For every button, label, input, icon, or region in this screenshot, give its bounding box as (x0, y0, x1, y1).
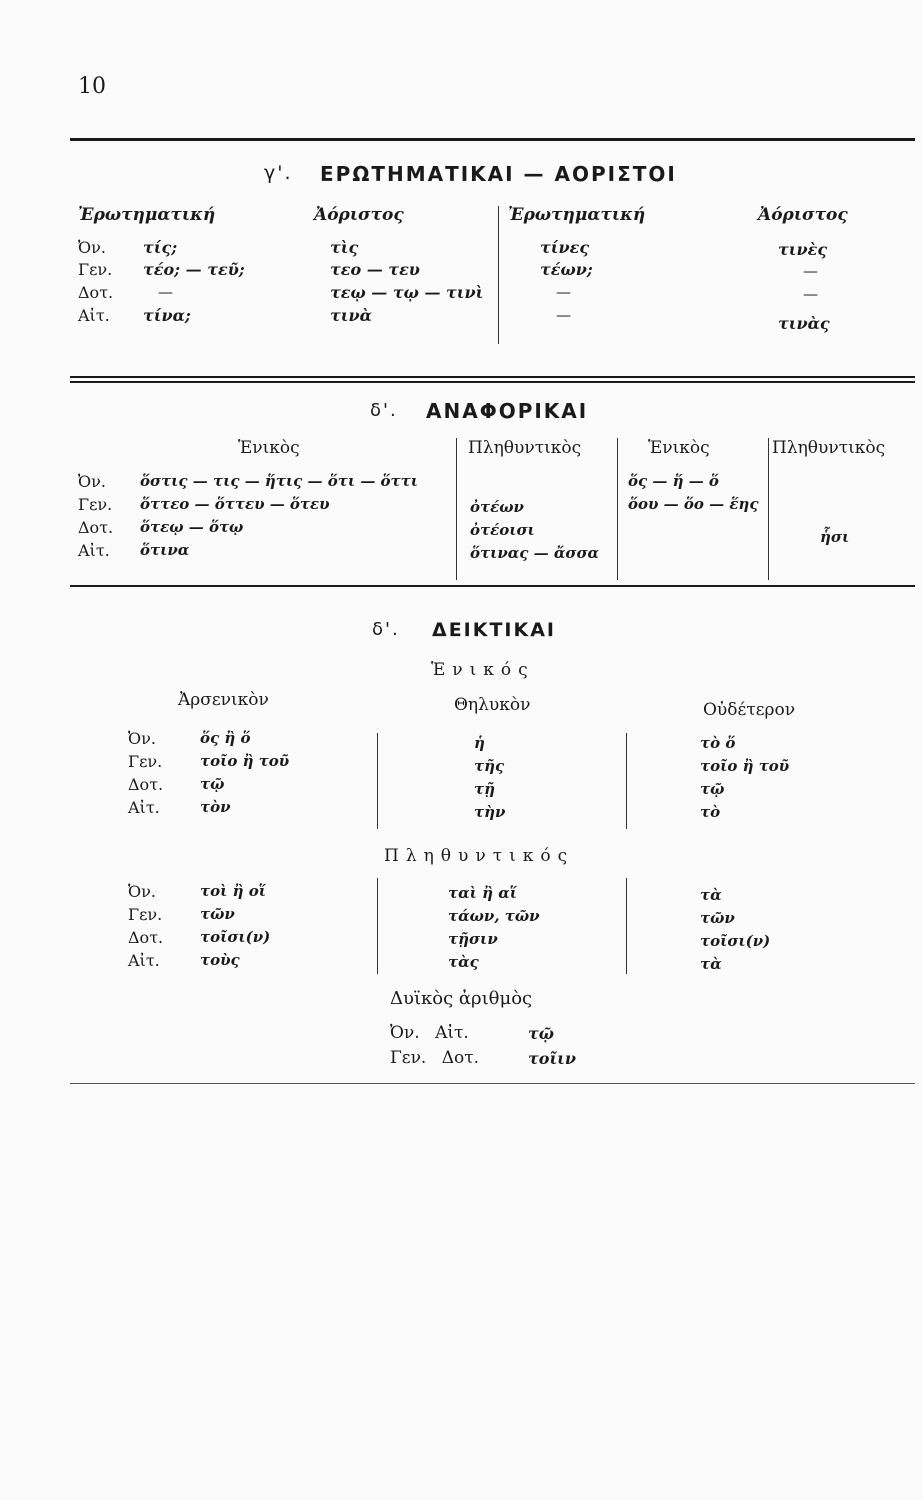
case-label: Δοτ. (78, 518, 114, 537)
column-divider (377, 733, 378, 829)
case-label: Γεν. (78, 495, 113, 514)
form: ὀτέοισι (470, 521, 535, 539)
dual-label: Γεν. Δοτ. (390, 1048, 480, 1068)
case-label: Αἰτ. (78, 306, 110, 325)
form: τῷ (200, 775, 225, 793)
column-header: Οὐδέτερον (703, 700, 796, 720)
case-label: Ὀν. (128, 882, 156, 901)
form: τὸν (200, 798, 231, 816)
section-number: δ'. (372, 619, 400, 640)
dual-label: Ὀν. Αἰτ. (390, 1023, 469, 1043)
case-label: Γεν. (78, 260, 113, 279)
form: ὅττεο — ὅττευ — ὅτευ (140, 495, 330, 513)
column-header: Ἀόριστος (758, 205, 848, 225)
form: τοῖο ἢ τοῦ (200, 752, 290, 770)
case-label: Ὀν. (128, 729, 156, 748)
form: — (556, 283, 571, 301)
form: τέο; — τεῦ; (143, 260, 245, 279)
form: ὅς ἢ ὅ (200, 729, 251, 747)
section-rule (70, 585, 915, 587)
case-label: Αἰτ. (128, 798, 160, 817)
form: — (803, 285, 818, 303)
form: — (158, 283, 173, 301)
case-label: Αἰτ. (78, 541, 110, 560)
form: ταὶ ἢ αἵ (448, 884, 518, 902)
column-header: Ἑνικὸς (648, 438, 710, 458)
form: ὅτεῳ — ὅτῳ (140, 518, 244, 536)
form: τῶν (700, 909, 735, 927)
form: τίνες (540, 238, 590, 257)
form: τὸ (700, 803, 721, 821)
form: τίνα; (143, 306, 191, 325)
column-divider (768, 438, 769, 580)
case-label: Δοτ. (78, 283, 114, 302)
case-label: Δοτ. (128, 775, 164, 794)
form: τάων, τῶν (448, 907, 540, 925)
form: τὰ (700, 955, 722, 973)
form: ὅτινα (140, 541, 190, 559)
case-label: Γεν. (128, 752, 163, 771)
form: τῷ (700, 780, 725, 798)
form: τῇσιν (448, 930, 498, 948)
form: ἡ (474, 734, 485, 752)
number-heading: Ἑνικός (431, 660, 535, 680)
form: τινὰ (330, 306, 372, 325)
form: ὅς — ἥ — ὅ (628, 472, 719, 490)
form: τεῳ — τῳ — τινὶ (330, 283, 484, 302)
dual-form: τοῖιν (528, 1049, 577, 1068)
column-header: Ἑνικὸς (238, 438, 300, 458)
form: τῇ (474, 780, 495, 798)
column-header: Θηλυκὸν (454, 695, 531, 715)
form: τῶν (200, 905, 235, 923)
section-number: γ'. (264, 162, 293, 184)
form: τοῖο ἢ τοῦ (700, 757, 790, 775)
form: ὅτινας — ἄσσα (470, 544, 600, 562)
column-divider (377, 878, 378, 974)
section-rule (70, 381, 915, 383)
column-divider (617, 438, 618, 580)
form: τὶς (330, 238, 359, 257)
form: τῆς (474, 757, 505, 775)
form: ὅου — ὅο — ἕης (628, 495, 759, 513)
case-label: Ὀν. (78, 238, 106, 257)
section-number: δ'. (370, 400, 398, 421)
form: τοῖσι(ν) (200, 928, 271, 946)
column-divider (626, 733, 627, 829)
column-header: Ἐρωτηματική (78, 205, 216, 225)
form: τινὰς (778, 314, 830, 333)
form: — (556, 306, 571, 324)
bottom-rule (70, 1083, 915, 1084)
column-divider (498, 206, 499, 344)
number-heading: Πληθυντικός (384, 846, 575, 866)
case-label: Δοτ. (128, 928, 164, 947)
dual-heading: Δυϊκὸς ἀριθμὸς (390, 988, 533, 1009)
column-header: Πληθυντικὸς (468, 438, 582, 458)
section-rule (70, 138, 915, 141)
form: τὸ ὅ (700, 734, 736, 752)
section-title: ΕΡΩΤΗΜΑΤΙΚΑΙ — ΑΟΡΙΣΤΟΙ (320, 162, 677, 186)
section-rule (70, 376, 915, 378)
case-label: Γεν. (128, 905, 163, 924)
column-divider (456, 438, 457, 580)
form: τέων; (540, 260, 593, 279)
form: τινὲς (778, 240, 828, 259)
form: τοὶ ἢ οἵ (200, 882, 266, 900)
form: τεο — τευ (330, 260, 420, 279)
form: τὰ (700, 886, 722, 904)
form: τοὺς (200, 951, 240, 969)
case-label: Αἰτ. (128, 951, 160, 970)
form: ὀτέων (470, 498, 524, 516)
case-label: Ὀν. (78, 472, 106, 491)
column-header: Ἀόριστος (314, 205, 404, 225)
form: τὴν (474, 803, 506, 821)
section-title: ΑΝΑΦΟΡΙΚΑΙ (426, 399, 589, 423)
dual-form: τῷ (528, 1024, 554, 1043)
page-number: 10 (78, 74, 106, 99)
column-divider (626, 878, 627, 974)
form: τοῖσι(ν) (700, 932, 771, 950)
form: τὰς (448, 953, 479, 971)
column-header: Ἀρσενικὸν (178, 690, 269, 710)
form: τίς; (143, 238, 178, 257)
section-title: ΔΕΙΚΤΙΚΑΙ (432, 619, 557, 641)
form: ἧσι (820, 528, 850, 546)
form: ὅστις — τις — ἥτις — ὅτι — ὅττι (140, 472, 419, 490)
column-header: Πληθυντικὸς (772, 438, 886, 458)
form: — (803, 262, 818, 280)
column-header: Ἐρωτηματική (508, 205, 646, 225)
